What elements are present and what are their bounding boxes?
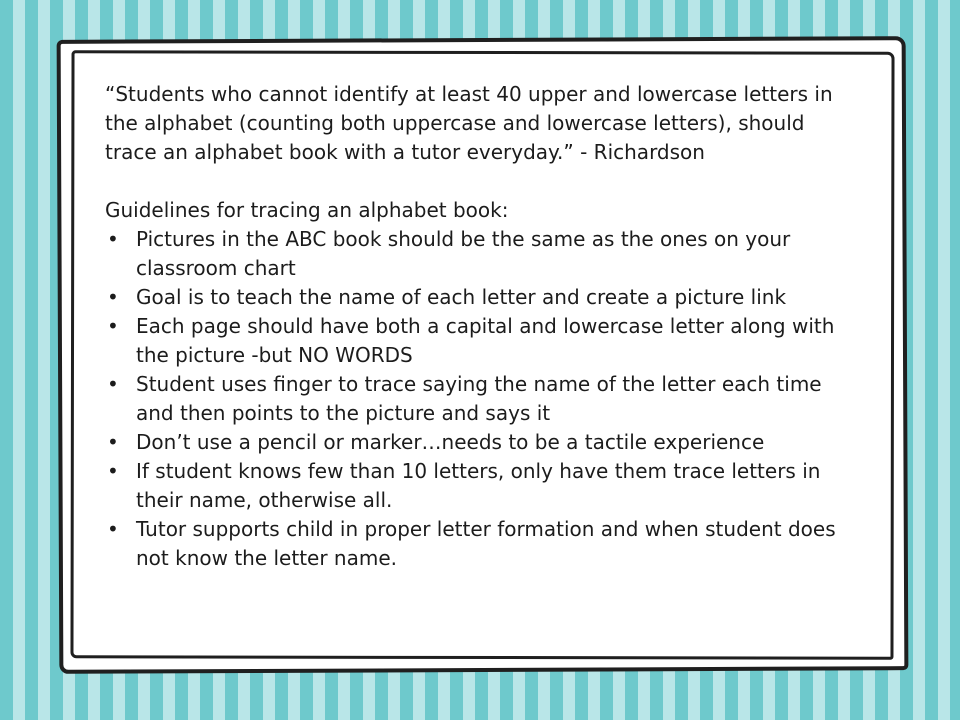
list-item [105,428,855,457]
bullet-icon: • [107,314,119,338]
list-item [105,370,855,428]
list-item [105,312,855,370]
bullet-icon: • [107,372,119,396]
list-item [105,283,855,312]
slide-content [105,80,855,573]
bullet-icon: • [107,430,119,454]
bullet-icon: • [107,227,119,251]
list-item [105,457,855,515]
guidelines-heading: Guidelines for tracing an alphabet book: [105,198,509,222]
list-item-text: Tutor supports child in proper letter formation and when student does not know the letter name. [136,517,836,570]
guidelines-list [105,225,855,573]
bullet-icon: • [107,459,119,483]
quote-text: “Students who cannot identify at least 40 upper and lowercase letters in the alphabet (counting both uppercase and lowercase letters), should trace an alphabet book with a tutor everyday.” - Richardson [105,82,833,164]
bullet-icon: • [107,517,119,541]
bullet-icon: • [107,285,119,309]
list-item-text: If student knows few than 10 letters, only have them trace letters in their name, otherwise all. [136,459,821,512]
list-item-text: Don’t use a pencil or marker…needs to be a tactile experience [136,430,765,454]
list-item-text: Pictures in the ABC book should be the same as the ones on your classroom chart [136,227,791,280]
list-item-text: Each page should have both a capital and lowercase letter along with the picture -but NO WORDS [136,314,835,367]
list-item-text: Student uses finger to trace saying the name of the letter each time and then points to the picture and says it [136,372,822,425]
list-item-text: Goal is to teach the name of each letter and create a picture link [136,285,787,309]
list-item [105,225,855,283]
list-item [105,515,855,573]
